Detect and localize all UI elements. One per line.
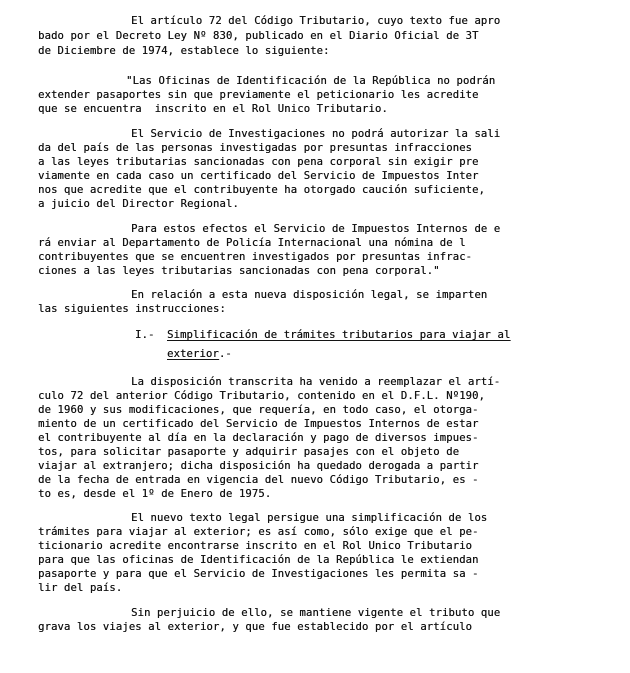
section-number: I.- — [135, 329, 155, 341]
text-line: grava los viajes al exterior, y que fue establecido por el artículo — [38, 621, 473, 633]
text-line: da del país de las personas investigadas por presuntas infracciones — [38, 142, 473, 154]
text-line: El nuevo texto legal persigue una simplificación de los — [131, 512, 488, 524]
section-title-word: exterior — [167, 348, 219, 360]
text-line: miento de un certificado del Servicio de Impuestos Internos de estar — [38, 418, 479, 430]
text-line: El Servicio de Investigaciones no podrá autorizar la sali — [131, 128, 501, 140]
text-line: que se encuentra inscrito en el Rol Unico Tributario. — [38, 103, 388, 115]
text-line: "Las Oficinas de Identificación de la República no podrán — [126, 75, 496, 87]
text-line: ciones a las leyes tributarias sancionadas con pena corporal." — [38, 265, 440, 277]
text-line: de Diciembre de 1974, establece lo siguiente: — [38, 45, 330, 57]
text-line: culo 72 del anterior Código Tributario, contenido en el D.F.L. Nº190, — [38, 390, 485, 402]
text-line: a las leyes tributarias sancionadas con pena corporal sin exigir pre — [38, 156, 479, 168]
text-line: de 1960 y sus modificaciones, que requería, en todo caso, el otorga- — [38, 404, 479, 416]
text-line: ticionario acredite encontrarse inscrito en el Rol Unico Tributario — [38, 540, 473, 552]
text-line: Para estos efectos el Servicio de Impuestos Internos de e — [131, 223, 501, 235]
text-line: las siguientes instrucciones: — [38, 303, 226, 315]
text-line: El artículo 72 del Código Tributario, cuyo texto fue apro — [131, 15, 501, 27]
text-line: el contribuyente al día en la declaración y pago de diversos impues- — [38, 432, 479, 444]
text-line: rá enviar al Departamento de Policía Internacional una nómina de l — [38, 237, 466, 249]
text-line: En relación a esta nueva disposición legal, se imparten — [131, 289, 488, 301]
text-line: contribuyentes que se encuentren investigados por presuntas infrac- — [38, 251, 473, 263]
text-line: de la fecha de entrada en vigencia del nuevo Código Tributario, es - — [38, 474, 479, 486]
text-line: para que las oficinas de Identificación de la República le extiendan — [38, 554, 479, 566]
text-line: lir del país. — [38, 582, 123, 594]
text-line: La disposición transcrita ha venido a reemplazar el artí- — [131, 376, 501, 388]
section-title-line: Simplificación de trámites tributarios para viajar al — [167, 329, 511, 341]
section-title-line — [167, 348, 232, 361]
text-line: Sin perjuicio de ello, se mantiene vigente el tributo que — [131, 607, 501, 619]
section-title-suffix: .- — [218, 348, 232, 360]
text-line: to es, desde el 1º de Enero de 1975. — [38, 488, 272, 500]
text-line: bado por el Decreto Ley Nº 830, publicado en el Diario Oficial de 3T — [38, 30, 479, 42]
text-line: nos que acredite que el contribuyente ha otorgado caución suficiente, — [38, 184, 485, 196]
text-line: viajar al extranjero; dicha disposición ha quedado derogada a partir — [38, 460, 479, 472]
text-line: viamente en cada caso un certificado del Servicio de Impuestos Inter — [38, 170, 479, 182]
text-line: extender pasaportes sin que previamente el peticionario les acredite — [38, 89, 479, 101]
text-line: pasaporte y para que el Servicio de Investigaciones les permita sa - — [38, 568, 479, 580]
text-line: trámites para viajar al exterior; es así como, sólo exige que el pe- — [38, 526, 479, 538]
text-line: a juicio del Director Regional. — [38, 198, 239, 210]
text-line: tos, para solicitar pasaporte y adquirir pasajes con el objeto de — [38, 446, 460, 458]
